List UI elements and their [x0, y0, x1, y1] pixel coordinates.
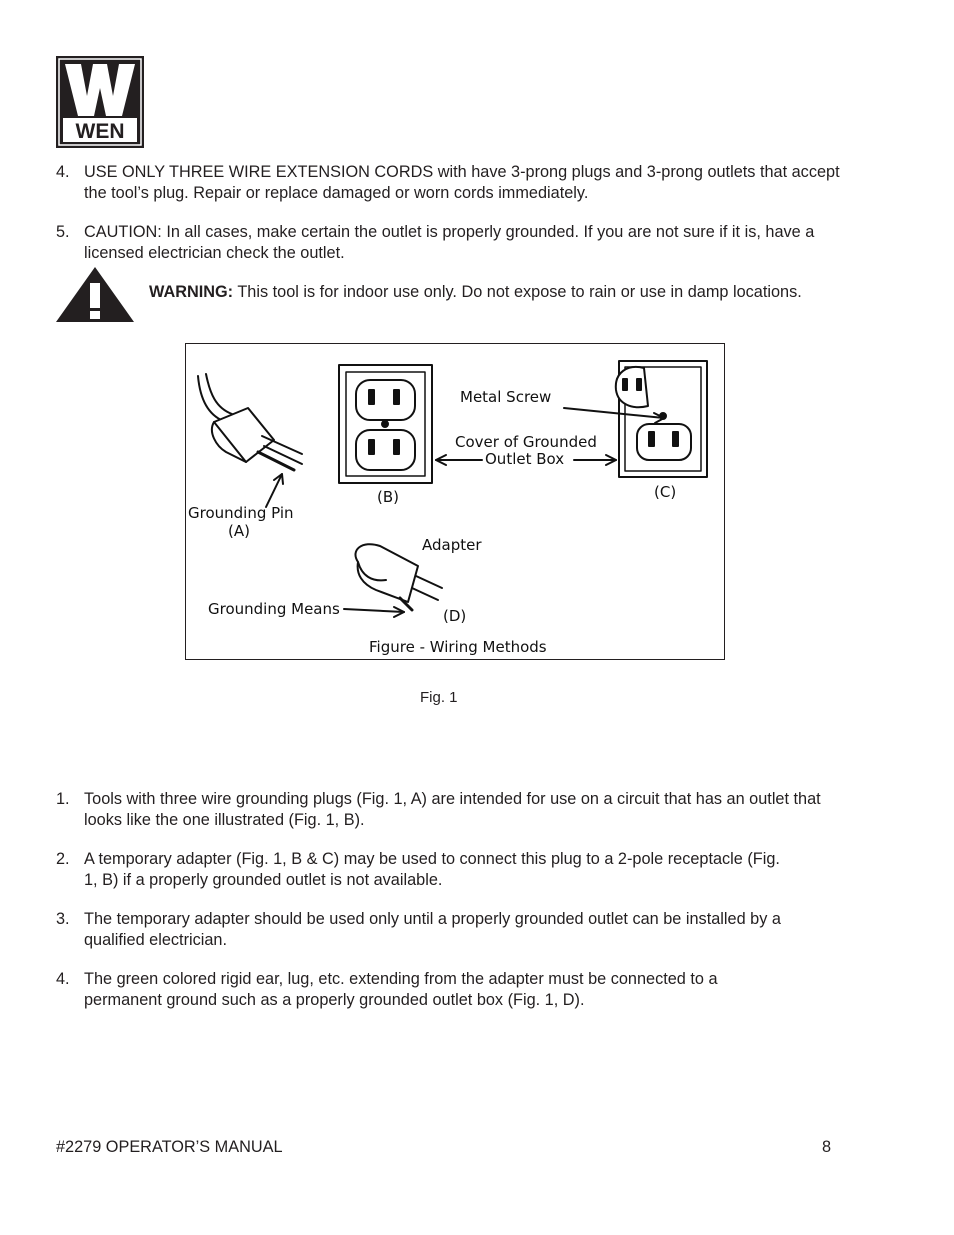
cord-line [206, 374, 232, 414]
list-number: 5. [56, 223, 70, 241]
list-text: USE ONLY THREE WIRE EXTENSION CORDS with have 3-prong plugs and 3-prong outlets that accept the tool’s plug. Repair or replace damaged or worn cords immediately. [84, 163, 840, 202]
label-d: (D) [443, 607, 467, 625]
wiring-figure [185, 343, 725, 660]
svg-text:WEN: WEN [75, 120, 125, 143]
page-number: 8 [822, 1138, 832, 1156]
footer-manual-title: #2279 OPERATOR’S MANUAL [56, 1138, 283, 1156]
label-c: (C) [654, 483, 677, 501]
list-text: The green colored rigid ear, lug, etc. extending from the adapter must be connected to a permanent ground such as a properly grounded outlet box (Fig. 1, D). [84, 970, 718, 1009]
label-cover-line2: Outlet Box [485, 450, 565, 468]
list-number: 4. [56, 163, 70, 181]
list-text: Tools with three wire grounding plugs (Fig. 1, A) are intended for use on a circuit that has an outlet that looks like the one illustrated (Fig. 1, B). [84, 790, 821, 829]
label-b: (B) [377, 488, 399, 506]
list-number: 1. [56, 790, 70, 808]
warning-text [149, 282, 802, 303]
label-a: (A) [228, 522, 250, 540]
figure-title: Figure - Wiring Methods [369, 638, 547, 656]
label-cover-line1: Cover of Grounded [455, 433, 597, 451]
list-text: The temporary adapter should be used only until a properly grounded outlet can be installed by a qualified electrician. [84, 910, 781, 949]
cord-line [198, 376, 226, 422]
list-text: A temporary adapter (Fig. 1, B & C) may be used to connect this plug to a 2-pole receptacle (Fig. 1, B) if a properly grounded outlet is not available. [84, 850, 780, 889]
list-text: CAUTION: In all cases, make certain the outlet is properly grounded. If you are not sure if it is, have a licensed electrician check the outlet. [84, 223, 815, 262]
list-number: 2. [56, 850, 70, 868]
label-grounding-pin: Grounding Pin [188, 504, 294, 522]
label-adapter: Adapter [422, 536, 482, 554]
list-number: 4. [56, 970, 70, 988]
figure-caption: Fig. 1 [420, 689, 458, 706]
label-metal-screw: Metal Screw [460, 388, 552, 406]
list-number: 3. [56, 910, 70, 928]
warning-message: This tool is for indoor use only. Do not expose to rain or use in damp locations. [233, 283, 802, 301]
warning-icon [55, 266, 135, 323]
label-grounding-means: Grounding Means [208, 600, 340, 618]
wen-logo [56, 56, 144, 148]
warning-label: WARNING: [149, 283, 234, 301]
